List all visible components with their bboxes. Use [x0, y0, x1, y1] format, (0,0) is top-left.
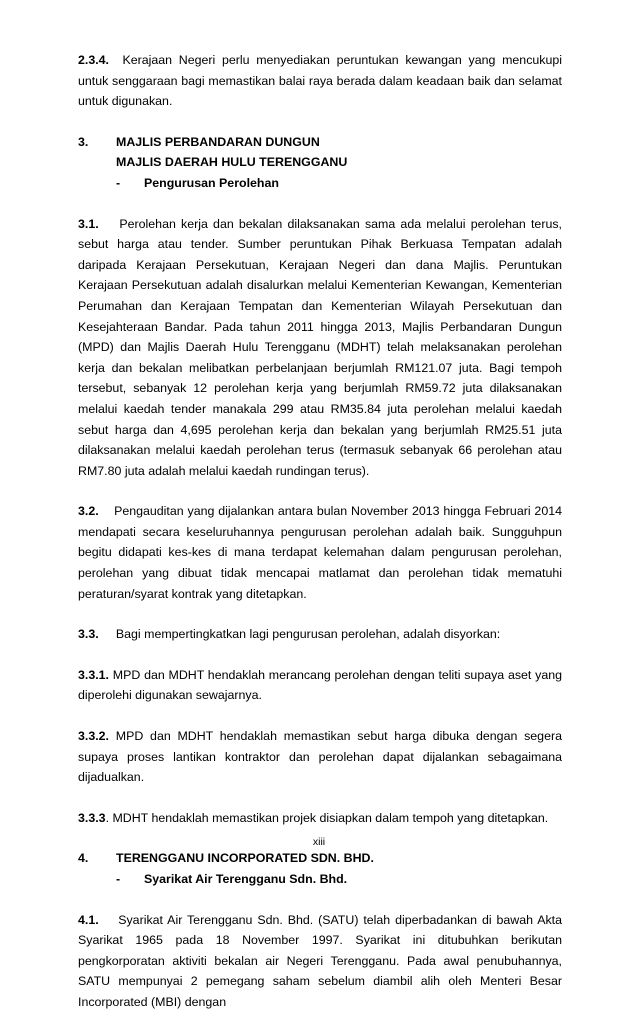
paragraph-text: MPD dan MDHT hendaklah merancang perolehan dengan teliti supaya aset yang diperolehi digunakan sewajarnya. — [78, 667, 562, 703]
paragraph-text: Syarikat Air Terengganu Sdn. Bhd. (SATU) telah diperbadankan di bawah Akta Syarikat 1965 pada 18 November 1997. Syarikat ini ditubuhkan berikutan pengkorporatan aktiviti bekalan air Negeri Terengganu. Pada awal penubuhannya, SATU mempunyai 2 pemegang saham sebelum diambil alih oleh Menteri Besar Incorporated (MBI) dengan — [78, 912, 562, 1009]
paragraph-3-2 — [78, 501, 562, 604]
paragraph-number: 3.2. — [78, 504, 99, 519]
paragraph-4-1 — [78, 910, 562, 1013]
section-number: 4. — [78, 851, 89, 866]
paragraph-number: 3.3.1. — [78, 667, 110, 682]
paragraph-number: 2.3.4. — [78, 53, 110, 67]
paragraph-text: Pengauditan yang dijalankan antara bulan November 2013 hingga Februari 2014 mendapati secara keseluruhannya pengurusan perolehan adalah baik. Sungguhpun begitu didapati kes-kes di mana terdapat kelemahan dalam pengurusan perolehan, perolehan yang dibuat tidak mencapai matlamat dan perolehan tidak mematuhi peraturan/syarat kontrak yang ditetapkan. — [78, 504, 562, 601]
page-number: xiii — [312, 836, 326, 848]
paragraph-number: 3.3.3 — [78, 810, 106, 825]
subsection-dash: - — [116, 175, 121, 190]
document-page — [78, 50, 562, 1013]
paragraph-3-1 — [78, 214, 562, 482]
paragraph-3-3 — [78, 624, 562, 645]
subsection-title: Pengurusan Perolehan — [144, 175, 279, 190]
paragraph-text: . MDHT hendaklah memastikan projek disiapkan dalam tempoh yang ditetapkan. — [105, 810, 549, 825]
paragraph-number: 4.1. — [78, 912, 99, 927]
paragraph-text: Kerajaan Negeri perlu menyediakan peruntukan kewangan yang mencukupi untuk senggaraan bagi memastikan balai raya berada dalam keadaan baik dan selamat untuk digunakan. — [78, 53, 563, 109]
section-3-heading — [78, 132, 562, 194]
section-4-heading — [78, 848, 562, 889]
subsection-dash: - — [116, 872, 121, 886]
paragraph-2-3-4 — [78, 50, 562, 112]
paragraph-number: 3.1. — [78, 216, 99, 231]
paragraph-text: MPD dan MDHT hendaklah memastikan sebut harga dibuka dengan segera supaya proses lantikan kontraktor dan perolehan dapat dijalankan sebagaimana dijadualkan. — [78, 729, 562, 785]
paragraph-text: Bagi mempertingkatkan lagi pengurusan perolehan, adalah disyorkan: — [115, 627, 501, 642]
paragraph-3-3-2 — [78, 726, 562, 788]
subsection-title: Syarikat Air Terengganu Sdn. Bhd. — [144, 872, 348, 886]
paragraph-3-3-1 — [78, 665, 562, 706]
section-title-line1: TERENGGANU INCORPORATED SDN. BHD. — [116, 851, 374, 866]
section-title-line1: MAJLIS PERBANDARAN DUNGUN — [116, 134, 320, 149]
paragraph-text: Perolehan kerja dan bekalan dilaksanakan sama ada melalui perolehan terus, sebut harga atau tender. Sumber peruntukan Pihak Berkuasa Tempatan adalah daripada Kerajaan Persekutuan, Kerajaan Negeri dan dana Majlis. Peruntukan Kerajaan Persekutuan adalah disalurkan melalui Kementerian Kewangan, Kementerian Perumahan dan Kerajaan Tempatan dan Kementerian Wilayah Persekutuan dan Kesejahteraan Bandar. Pada tahun 2011 hingga 2013, Majlis Perbandaran Dungun (MPD) dan Majlis Daerah Hulu Terengganu (MDHT) telah melaksanakan perolehan kerja dan bekalan melibatkan perbelanjaan berjumlah RM121.07 juta. Bagi tempoh tersebut, sebanyak 12 perolehan kerja yang berjumlah RM59.72 juta dilaksanakan melalui kaedah tender manakala 299 atau RM35.84 juta perolehan melalui kaedah sebut harga dan 4,695 perolehan kerja dan bekalan yang berjumlah RM25.51 juta dilaksanakan melalui kaedah perolehan terus (termasuk sebanyak 66 perolehan atau RM7.80 juta adalah melalui kaedah rundingan terus). — [78, 216, 562, 478]
section-title-line2: MAJLIS DAERAH HULU TERENGGANU — [116, 155, 348, 170]
paragraph-number: 3.3.2. — [78, 729, 110, 744]
section-number: 3. — [78, 134, 89, 149]
paragraph-number: 3.3. — [78, 627, 99, 642]
paragraph-3-3-3 — [78, 808, 562, 829]
